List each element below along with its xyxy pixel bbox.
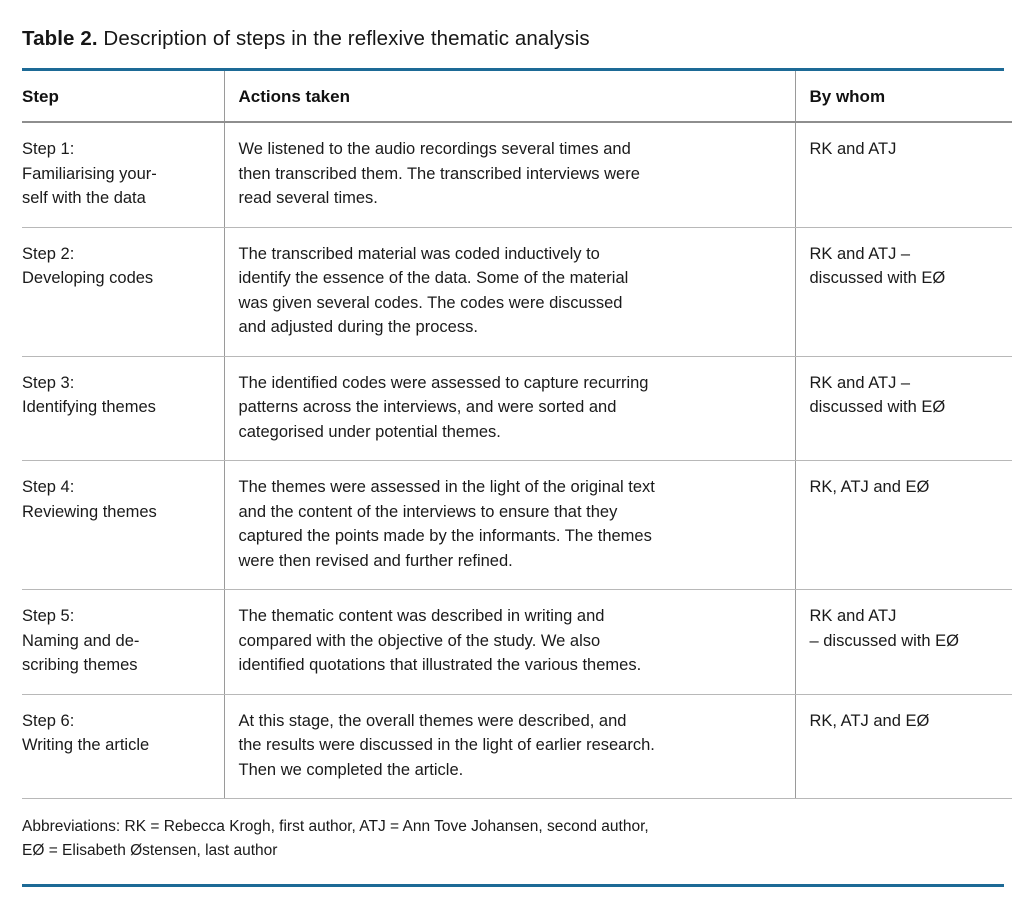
cell-line: scribing themes (22, 656, 138, 674)
cell-line: Familiarising your- (22, 164, 157, 183)
cell-step (22, 356, 224, 461)
table-row (22, 694, 1012, 799)
table-row (22, 590, 1012, 695)
cell-line: discussed with EØ (809, 269, 946, 287)
cell-by-whom (795, 461, 1012, 590)
caption-text: Description of steps in the reflexive thematic analysis (97, 27, 590, 50)
cell-line: Step 6: (22, 711, 75, 730)
cell-by-whom (795, 694, 1012, 799)
cell-line: Naming and de- (22, 631, 140, 650)
footnote-line: EØ = Elisabeth Østensen, last author (22, 842, 278, 859)
cell-line: RK and ATJ (809, 140, 897, 158)
cell-line: and adjusted during the process. (238, 318, 478, 336)
cell-by-whom (795, 227, 1012, 356)
caption-label: Table 2. (22, 27, 98, 50)
cell-line: read several times. (238, 189, 378, 207)
footnote-line: Abbreviations: RK = Rebecca Krogh, first author, ATJ = Ann Tove Johansen, second author, (22, 818, 649, 835)
cell-actions (224, 122, 795, 227)
column-header-by-whom: By whom (795, 71, 1012, 122)
cell-line: RK and ATJ (809, 607, 897, 625)
cell-step (22, 590, 224, 695)
cell-line: RK and ATJ – (809, 244, 911, 263)
cell-step (22, 227, 224, 356)
cell-line: self with the data (22, 189, 146, 207)
cell-line: Step 1: (22, 140, 75, 158)
cell-line: the results were discussed in the light of earlier research. (238, 736, 655, 754)
steps-table (22, 71, 1012, 799)
cell-line: Step 3: (22, 373, 75, 392)
cell-line: Then we completed the article. (238, 760, 464, 779)
cell-line: compared with the objective of the study. We also (238, 631, 601, 650)
cell-line: RK and ATJ – (809, 373, 911, 392)
cell-actions (224, 227, 795, 356)
cell-line: categorised under potential themes. (238, 422, 501, 441)
cell-step (22, 122, 224, 227)
cell-actions (224, 590, 795, 695)
table-body (22, 122, 1012, 799)
cell-line: Step 4: (22, 478, 75, 496)
cell-line: Developing codes (22, 269, 154, 287)
cell-line: At this stage, the overall themes were described, and (238, 711, 627, 730)
cell-line: Writing the article (22, 736, 150, 754)
cell-step (22, 694, 224, 799)
cell-line: The transcribed material was coded inductively to (238, 244, 600, 263)
cell-line: discussed with EØ (809, 398, 946, 416)
cell-line: and the content of the interviews to ensure that they (238, 502, 618, 521)
table-row (22, 122, 1012, 227)
table-header-row (22, 71, 1012, 122)
cell-actions (224, 461, 795, 590)
cell-by-whom (795, 356, 1012, 461)
table-footnote (22, 799, 1004, 863)
cell-actions (224, 694, 795, 799)
cell-by-whom (795, 122, 1012, 227)
column-header-step: Step (22, 71, 224, 122)
table-header (22, 71, 1012, 122)
cell-line: RK, ATJ and EØ (809, 478, 930, 496)
cell-line: The themes were assessed in the light of the original text (238, 478, 655, 496)
cell-line: The identified codes were assessed to capture recurring (238, 373, 649, 392)
cell-line: Identifying themes (22, 398, 156, 416)
table-row (22, 461, 1012, 590)
cell-by-whom (795, 590, 1012, 695)
cell-step (22, 461, 224, 590)
table-row (22, 227, 1012, 356)
table-caption (18, 0, 1006, 52)
cell-line: identified quotations that illustrated the various themes. (238, 656, 642, 674)
cell-line: Step 2: (22, 244, 75, 263)
cell-actions (224, 356, 795, 461)
cell-line: RK, ATJ and EØ (809, 711, 930, 730)
cell-line: captured the points made by the informants. The themes (238, 527, 652, 545)
cell-line: The thematic content was described in writing and (238, 607, 605, 625)
cell-line: We listened to the audio recordings several times and (238, 140, 631, 158)
cell-line: Reviewing themes (22, 502, 157, 521)
column-header-actions: Actions taken (224, 71, 795, 122)
cell-line: then transcribed them. The transcribed interviews were (238, 164, 640, 183)
cell-line: patterns across the interviews, and were sorted and (238, 398, 617, 416)
cell-line: Step 5: (22, 607, 75, 625)
cell-line: was given several codes. The codes were discussed (238, 293, 623, 312)
cell-line: – discussed with EØ (809, 631, 959, 650)
table-row (22, 356, 1012, 461)
bottom-accent-rule (22, 884, 1004, 887)
cell-line: identify the essence of the data. Some of the material (238, 269, 629, 287)
cell-line: were then revised and further refined. (238, 551, 513, 570)
